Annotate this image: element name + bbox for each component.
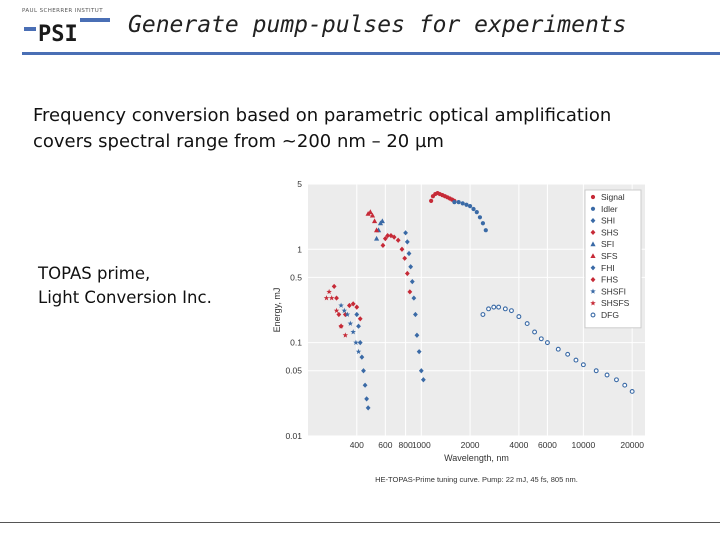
legend-marker: [591, 207, 595, 211]
data-point: [475, 210, 479, 214]
x-axis-label: Wavelength, nm: [444, 453, 509, 463]
x-tick-label: 600: [378, 440, 393, 450]
data-point: [566, 352, 570, 356]
data-point: [630, 390, 634, 394]
data-point: [581, 363, 585, 367]
data-point: [481, 313, 485, 317]
data-point: [525, 322, 529, 326]
header-divider: [22, 52, 720, 55]
legend-marker: [591, 313, 595, 317]
tuning-curve-chart: [262, 172, 660, 490]
body-text: [33, 103, 611, 155]
body-line-2: covers spectral range from ~200 nm – 20 µm: [33, 131, 444, 152]
footer-divider: [0, 522, 720, 523]
legend-label: Idler: [601, 203, 618, 214]
data-point: [615, 378, 619, 382]
data-point: [539, 337, 543, 341]
legend-label: FHI: [601, 262, 615, 273]
logo-institute-text: PAUL SCHERRER INSTITUT: [22, 8, 103, 14]
data-point: [464, 203, 468, 207]
caption-line-1: TOPAS prime,: [38, 264, 151, 283]
legend-label: SFS: [601, 251, 618, 261]
data-point: [452, 200, 456, 204]
data-point: [533, 330, 537, 334]
legend-label: SHS: [601, 227, 619, 238]
data-point: [623, 383, 627, 387]
data-point: [510, 309, 514, 313]
data-point: [461, 201, 465, 205]
data-point: [492, 305, 496, 309]
data-point: [487, 307, 491, 311]
legend-label: SHSFS: [601, 298, 630, 309]
data-point: [481, 221, 485, 225]
caption-line-2: Light Conversion Inc.: [38, 288, 212, 307]
x-tick-label: 20000: [620, 440, 644, 450]
legend-label: SFI: [601, 239, 615, 250]
x-tick-label: 4000: [509, 440, 529, 450]
data-point: [468, 204, 472, 208]
x-tick-label: 2000: [460, 440, 480, 450]
y-tick-label: 5: [297, 179, 302, 189]
data-point: [478, 215, 482, 219]
y-tick-label: 0.1: [290, 337, 302, 348]
y-tick-label: 1: [297, 244, 302, 255]
legend-marker: [591, 195, 595, 199]
x-tick-label: 1000: [411, 440, 431, 450]
data-point: [484, 228, 488, 232]
data-point: [594, 369, 598, 373]
body-line-1: Frequency conversion based on parametric optical amplification: [33, 105, 612, 126]
legend-label: Signal: [601, 192, 625, 202]
y-tick-label: 0.5: [290, 272, 302, 283]
psi-logo: [22, 8, 112, 44]
legend-label: DFG: [601, 310, 619, 320]
data-point: [546, 341, 550, 345]
x-tick-label: 400: [349, 440, 364, 450]
data-point: [574, 358, 578, 362]
y-axis-label: Energy, mJ: [272, 287, 282, 333]
data-point: [517, 315, 521, 319]
data-point: [556, 347, 560, 351]
data-point: [457, 200, 461, 204]
data-point: [605, 373, 609, 377]
legend-label: FHS: [601, 274, 618, 285]
legend-label: SHI: [601, 215, 616, 226]
data-point: [497, 305, 501, 309]
logo-mark-text: PSI: [38, 22, 78, 44]
x-tick-label: 10000: [571, 440, 596, 450]
data-point: [503, 307, 507, 311]
x-tick-label: 800: [398, 440, 413, 450]
slide-title: Generate pump-pulses for experiments: [128, 12, 627, 38]
legend-label: SHSFI: [601, 286, 627, 297]
x-tick-label: 6000: [537, 440, 557, 450]
y-tick-label: 0.01: [285, 431, 302, 441]
y-tick-label: 0.05: [285, 365, 302, 376]
data-point: [471, 207, 475, 211]
data-point: [429, 199, 433, 203]
psi-logo-mark: [22, 8, 112, 44]
chart-caption: HE-TOPAS-Prime tuning curve. Pump: 22 mJ, 45 fs, 805 nm.: [375, 475, 578, 484]
image-caption: [38, 262, 212, 310]
